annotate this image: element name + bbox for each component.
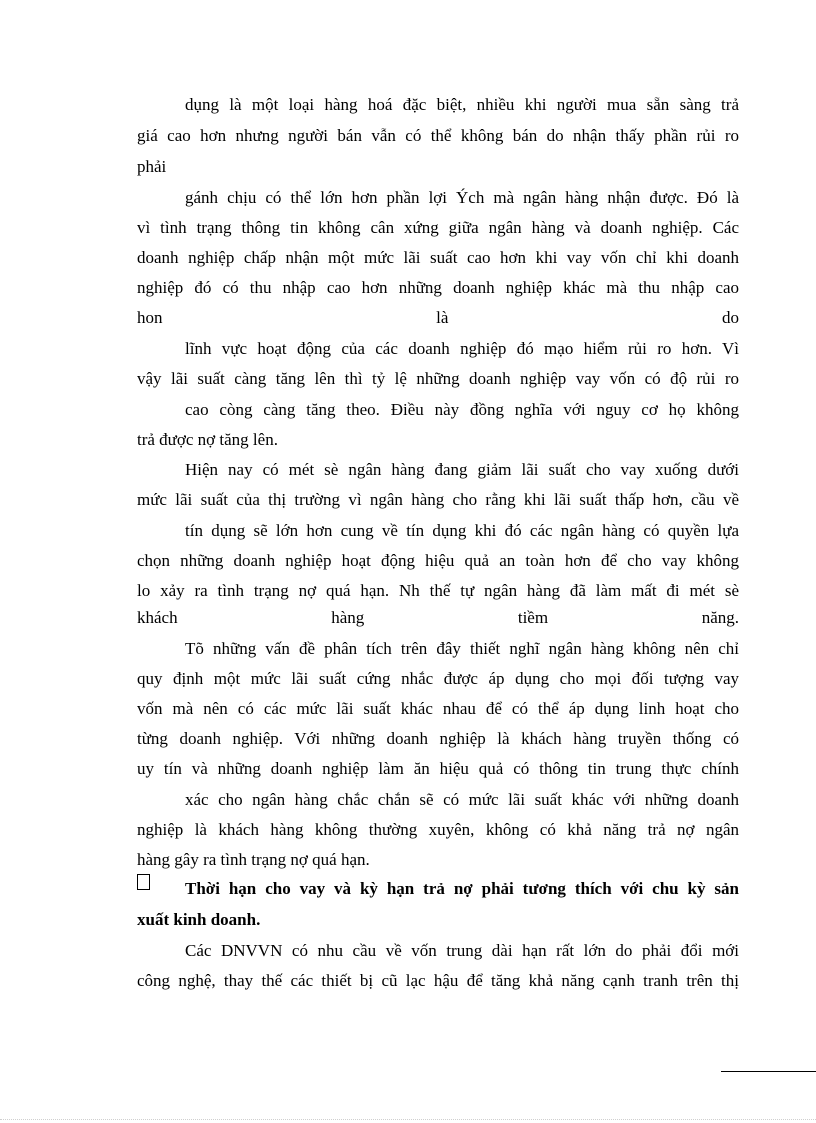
paragraph-line: từng doanh nghiệp. Với những doanh nghiệp là khách hàng truyền thống có (137, 729, 739, 748)
section-heading-line: Thời hạn cho vay và kỳ hạn trả nợ phải tương thích với chu kỳ sản (185, 879, 739, 898)
paragraph-line: Hiện nay có mét sè ngân hàng đang giảm lãi suất cho vay xuống dưới (185, 460, 739, 479)
paragraph-line: vì tình trạng thông tin không cân xứng giữa ngân hàng và doanh nghiệp. Các (137, 218, 739, 237)
paragraph-line: lo xảy ra tình trạng nợ quá hạn. Nh thế tự ngân hàng đã làm mất đi mét sè (137, 581, 739, 600)
paragraph-line: hon là do (137, 308, 739, 327)
paragraph-line: công nghệ, thay thế các thiết bị cũ lạc hậu để tăng khả năng cạnh tranh trên thị (137, 971, 739, 990)
paragraph-line: quy định một mức lãi suất cứng nhắc được áp dụng cho mọi đối tượng vay (137, 669, 739, 688)
paragraph-line: cao còng càng tăng theo. Điều này đồng nghĩa với nguy cơ họ không (185, 400, 739, 419)
paragraph-line: nghiệp là khách hàng không thường xuyên, không có khả năng trả nợ ngân (137, 820, 739, 839)
paragraph-line: Các DNVVN có nhu cầu về vốn trung dài hạn rất lớn do phải đổi mới (185, 941, 739, 960)
footnote-rule (721, 1071, 816, 1072)
paragraph-line: vậy lãi suất càng tăng lên thì tỷ lệ những doanh nghiệp vay vốn có độ rủi ro (137, 369, 739, 388)
page-bottom-border (0, 1119, 816, 1120)
paragraph-line: doanh nghiệp chấp nhận một mức lãi suất cao hơn khi vay vốn chỉ khi doanh (137, 248, 739, 267)
paragraph-line: phải (137, 157, 167, 176)
bullet-box-icon (137, 874, 150, 890)
paragraph-line: hàng gây ra tình trạng nợ quá hạn. (137, 850, 370, 869)
paragraph-line: Tõ những vấn đề phân tích trên đây thiết nghĩ ngân hàng không nên chỉ (185, 639, 739, 658)
paragraph-line: lĩnh vực hoạt động của các doanh nghiệp đó mạo hiểm rủi ro hơn. Vì (185, 339, 739, 358)
paragraph-line: uy tín và những doanh nghiệp làm ăn hiệu quả có thông tin trung thực chính (137, 759, 739, 778)
paragraph-line: vốn mà nên có các mức lãi suất khác nhau để có thể áp dụng linh hoạt cho (137, 699, 739, 718)
paragraph-line: gánh chịu có thể lớn hơn phần lợi Ých mà ngân hàng nhận được. Đó là (185, 188, 739, 207)
paragraph-line: giá cao hơn nhưng người bán vẫn có thể không bán do nhận thấy phần rủi ro (137, 126, 739, 145)
paragraph-line: chọn những doanh nghiệp hoạt động hiệu quả an toàn hơn để cho vay không (137, 551, 739, 570)
paragraph-line: mức lãi suất của thị trường vì ngân hàng cho rằng khi lãi suất thấp hơn, cầu về (137, 490, 739, 509)
paragraph-line: tín dụng sẽ lớn hơn cung về tín dụng khi đó các ngân hàng có quyền lựa (185, 521, 739, 540)
section-heading-line: xuất kinh doanh. (137, 910, 261, 929)
paragraph-line: khách hàng tiềm năng. (137, 608, 739, 627)
paragraph-line: trả được nợ tăng lên. (137, 430, 278, 449)
paragraph-line: nghiệp đó có thu nhập cao hơn những doanh nghiệp khác mà thu nhập cao (137, 278, 739, 297)
paragraph-line: xác cho ngân hàng chắc chắn sẽ có mức lãi suất khác với những doanh (185, 790, 739, 809)
paragraph-line: dụng là một loại hàng hoá đặc biệt, nhiều khi người mua sẵn sàng trả (185, 95, 739, 114)
